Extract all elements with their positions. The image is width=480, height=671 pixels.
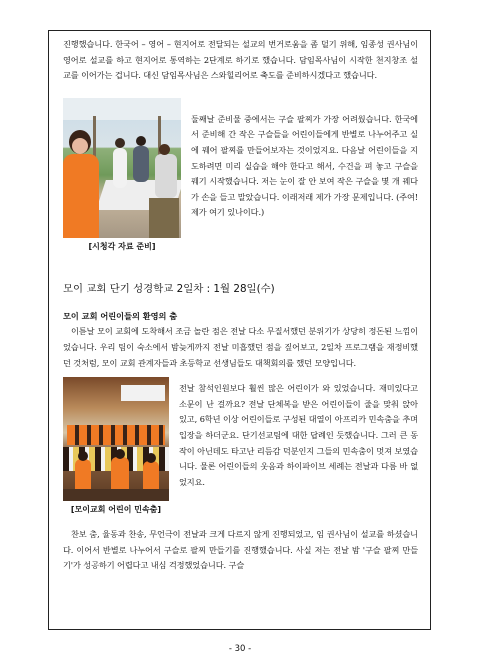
page-number: - 30 - [228, 644, 252, 654]
welcome-paragraph: 이튿날 모이 교회에 도착해서 조금 놀란 점은 전날 다소 무질서했던 분위기가 상당히 정돈된 느낌이었습니다. 우리 팀이 숙소에서 밤늦게까지 전날 미흡했던 점을 짚어보고, 2일차 프로그램을 재정비했던 것처럼, 모이 교회 관계자들과 초등학교 선생님들도 대책회의를 했던 모양입니다. [63, 326, 418, 368]
caption-1: [시청각 자료 준비] [88, 241, 156, 251]
photo-block-1 [63, 94, 418, 254]
closing-paragraph: 찬보 춤, 율동과 찬송, 무언극이 전날과 크게 다르지 않게 진행되었고, 임 권사님이 설교를 하셨습니다. 이어서 반별로 나누어서 구슬로 팔찌 만들기를 진행했습니다. 사실 저는 전날 밤 '구슬 팔찌 만들기'가 성공하기 어렵다고 내심 걱정했었습니다. 구슬 [63, 529, 418, 571]
intro-paragraph: 진행했습니다. 한국어 – 영어 – 현지어로 전달되는 설교의 번거로움을 좀 덜기 위해, 임종성 권사님이 영어로 설교를 하고 현지어로 통역하는 2단계로 하기로 했습니다. 담임목사님이 시작한 천지창조 설교를 이어가는 겁니다. 대신 담임목사님은 스와힐리어로 축도를 준비하시겠다고 했습니다. [63, 39, 418, 81]
photo-preparation [63, 98, 181, 238]
section-heading: 모이 교회 단기 성경학교 2일차 : 1월 28일(수) [63, 282, 275, 295]
subsection-heading: 모이 교회 어린이들의 환영의 춤 [63, 310, 178, 321]
photo-block-2 [63, 371, 418, 517]
photo-dance [63, 377, 169, 501]
figure-2 [63, 377, 169, 515]
figure-1 [63, 98, 181, 252]
caption-2: [모이교회 어린이 민속춤] [70, 505, 162, 515]
page-frame [48, 30, 431, 630]
bracelet-paragraph: 둘째날 준비물 중에서는 구슬 팔찌가 가장 어려웠습니다. 한국에서 준비해 간 작은 구슬들을 어린이들에게 반별로 나누어주고 실에 꿰어 팔찌를 만들어보자는 것이었지요. 다음날 어린이들을 지도하려면 미리 실습을 해야 한다고 해서, 수건을 펴 놓고 구슬을 꿰기 시작했습니다. 저는 눈이 잘 안 보여 작은 구슬을 몇 개 꿰다가 손을 들고 말았습니다. 이래저래 제가 가장 문제입니다. (주여! 제가 여기 있나이다.) [191, 113, 418, 218]
dance-paragraph: 전날 참석인원보다 훨씬 많은 어린이가 와 있었습니다. 재미있다고 소문이 난 걸까요? 전날 단체복을 받은 어린이들이 줄을 맞춰 앉아 있고, 6학년 이상 어린이들로 구성된 대열이 아프리카 민속춤을 추며 입장을 하더군요. 단기선교팀에 대한 답례인 듯했습니다. 그러 큰 동작이 아닌데도 타고난 리듬감 덕분인지 그들의 민속춤이 멋져 보였습니다. 물론 어린이들의 웃음과 하이파이브 세례는 전날과 다름 바 없었지요. [179, 383, 418, 487]
